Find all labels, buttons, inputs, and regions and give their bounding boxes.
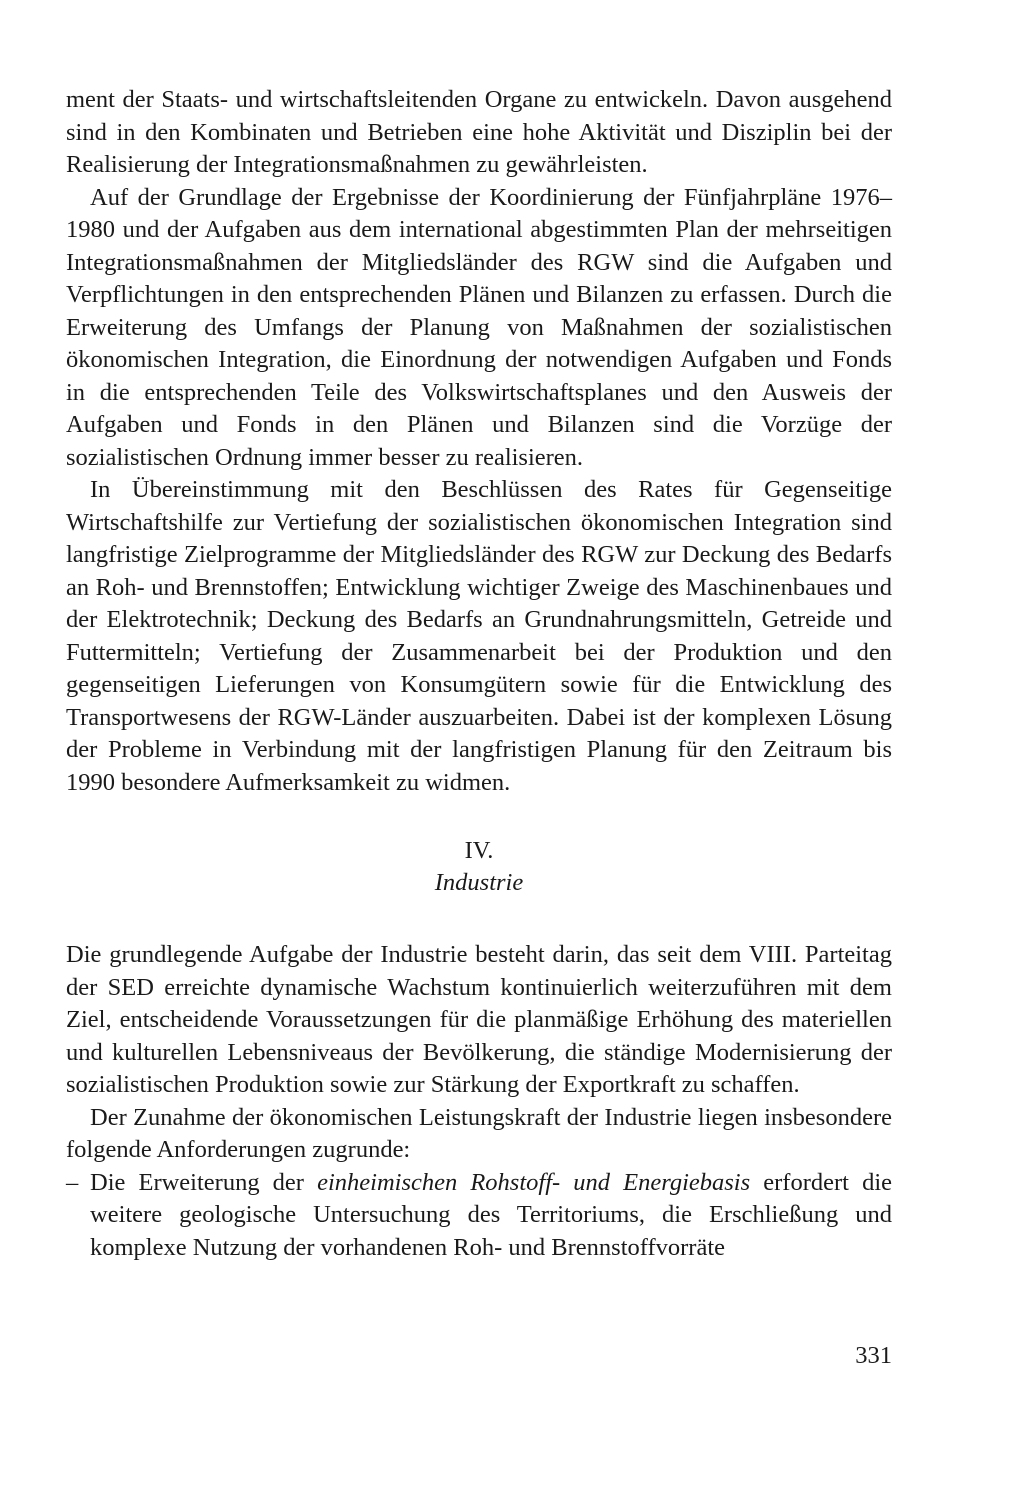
paragraph: ment der Staats- und wirtschaftsleitenden Organe zu entwickeln. Davon ausgehend sind in den Kombinaten und Betrieben eine hohe Aktivität und Disziplin bei der Realisierung der Integrationsmaßnahmen zu gewährleisten.: [66, 86, 892, 178]
list-dash: –: [66, 1168, 79, 1196]
section-heading: [66, 835, 892, 899]
document-page: [66, 84, 892, 1264]
section-title: Industrie: [434, 869, 524, 896]
paragraph: Die grundlegende Aufgabe der Industrie besteht darin, das seit dem VIII. Parteitag der SED erreichte dynamische Wachstum kontinuierlich weiterzuführen mit dem Ziel, entscheidende Voraussetzungen für die planmäßige Erhöhung des materiellen und kulturellen Lebensniveaus der Bevölkerung, die ständige Modernisierung der sozialistischen Produktion sowie zur Stärkung der Exportkraft zu schaffen.: [66, 941, 892, 1098]
section-number: IV.: [464, 837, 494, 864]
paragraph: Auf der Grundlage der Ergebnisse der Koordinierung der Fünfjahrpläne 1976–1980 und der Aufgaben aus dem international abgestimmten Plan der mehrseitigen Integrationsmaßnahmen der Mitgliedsländer des RGW sind die Aufgaben und Verpflichtungen in den entsprechenden Plänen und Bilanzen zu erfassen. Durch die Erweiterung des Umfangs der Planung von Maßnahmen der sozialistischen ökonomischen Integration, die Einordnung der notwendigen Aufgaben und Fonds in die entsprechenden Teile des Volkswirtschaftsplanes und den Ausweis der Aufgaben und Fonds in den Plänen und Bilanzen sind die Vorzüge der sozialistischen Ordnung immer besser zu realisieren.: [66, 183, 892, 471]
list-item-emphasis: einheimischen Rohstoff- und Energiebasis: [317, 1168, 751, 1196]
list-item: [66, 1167, 892, 1265]
page-number: 331: [855, 1342, 892, 1369]
paragraph: In Übereinstimmung mit den Beschlüssen des Rates für Gegenseitige Wirtschaftshilfe zur Vertiefung der sozialistischen ökonomischen Integration sind langfristige Zielprogramme der Mitgliedsländer des RGW zur Deckung des Bedarfs an Roh- und Brennstoffen; Entwicklung wichtiger Zweige des Maschinenbaues und der Elektrotechnik; Deckung des Bedarfs an Grundnahrungsmitteln, Getreide und Futtermitteln; Vertiefung der Zusammenarbeit bei der Produktion und den gegenseitigen Lieferungen von Konsumgütern sowie für die Entwicklung des Transportwesens der RGW-Länder auszuarbeiten. Dabei ist der komplexen Lösung der Probleme in Verbindung mit der langfristigen Planung für den Zeitraum bis 1990 besondere Aufmerksamkeit zu widmen.: [66, 476, 892, 796]
paragraph: Der Zunahme der ökonomischen Leistungskraft der Industrie liegen insbesondere folgende Anforderungen zugrunde:: [66, 1103, 892, 1163]
list-item-text: Die Erweiterung der: [90, 1168, 304, 1196]
list-item-text: erfordert die weitere geologische Untersuchung des Territoriums, die Erschließung und komplexe Nutzung der vorhandenen Roh- und Brennstoffvorräte: [90, 1168, 892, 1261]
